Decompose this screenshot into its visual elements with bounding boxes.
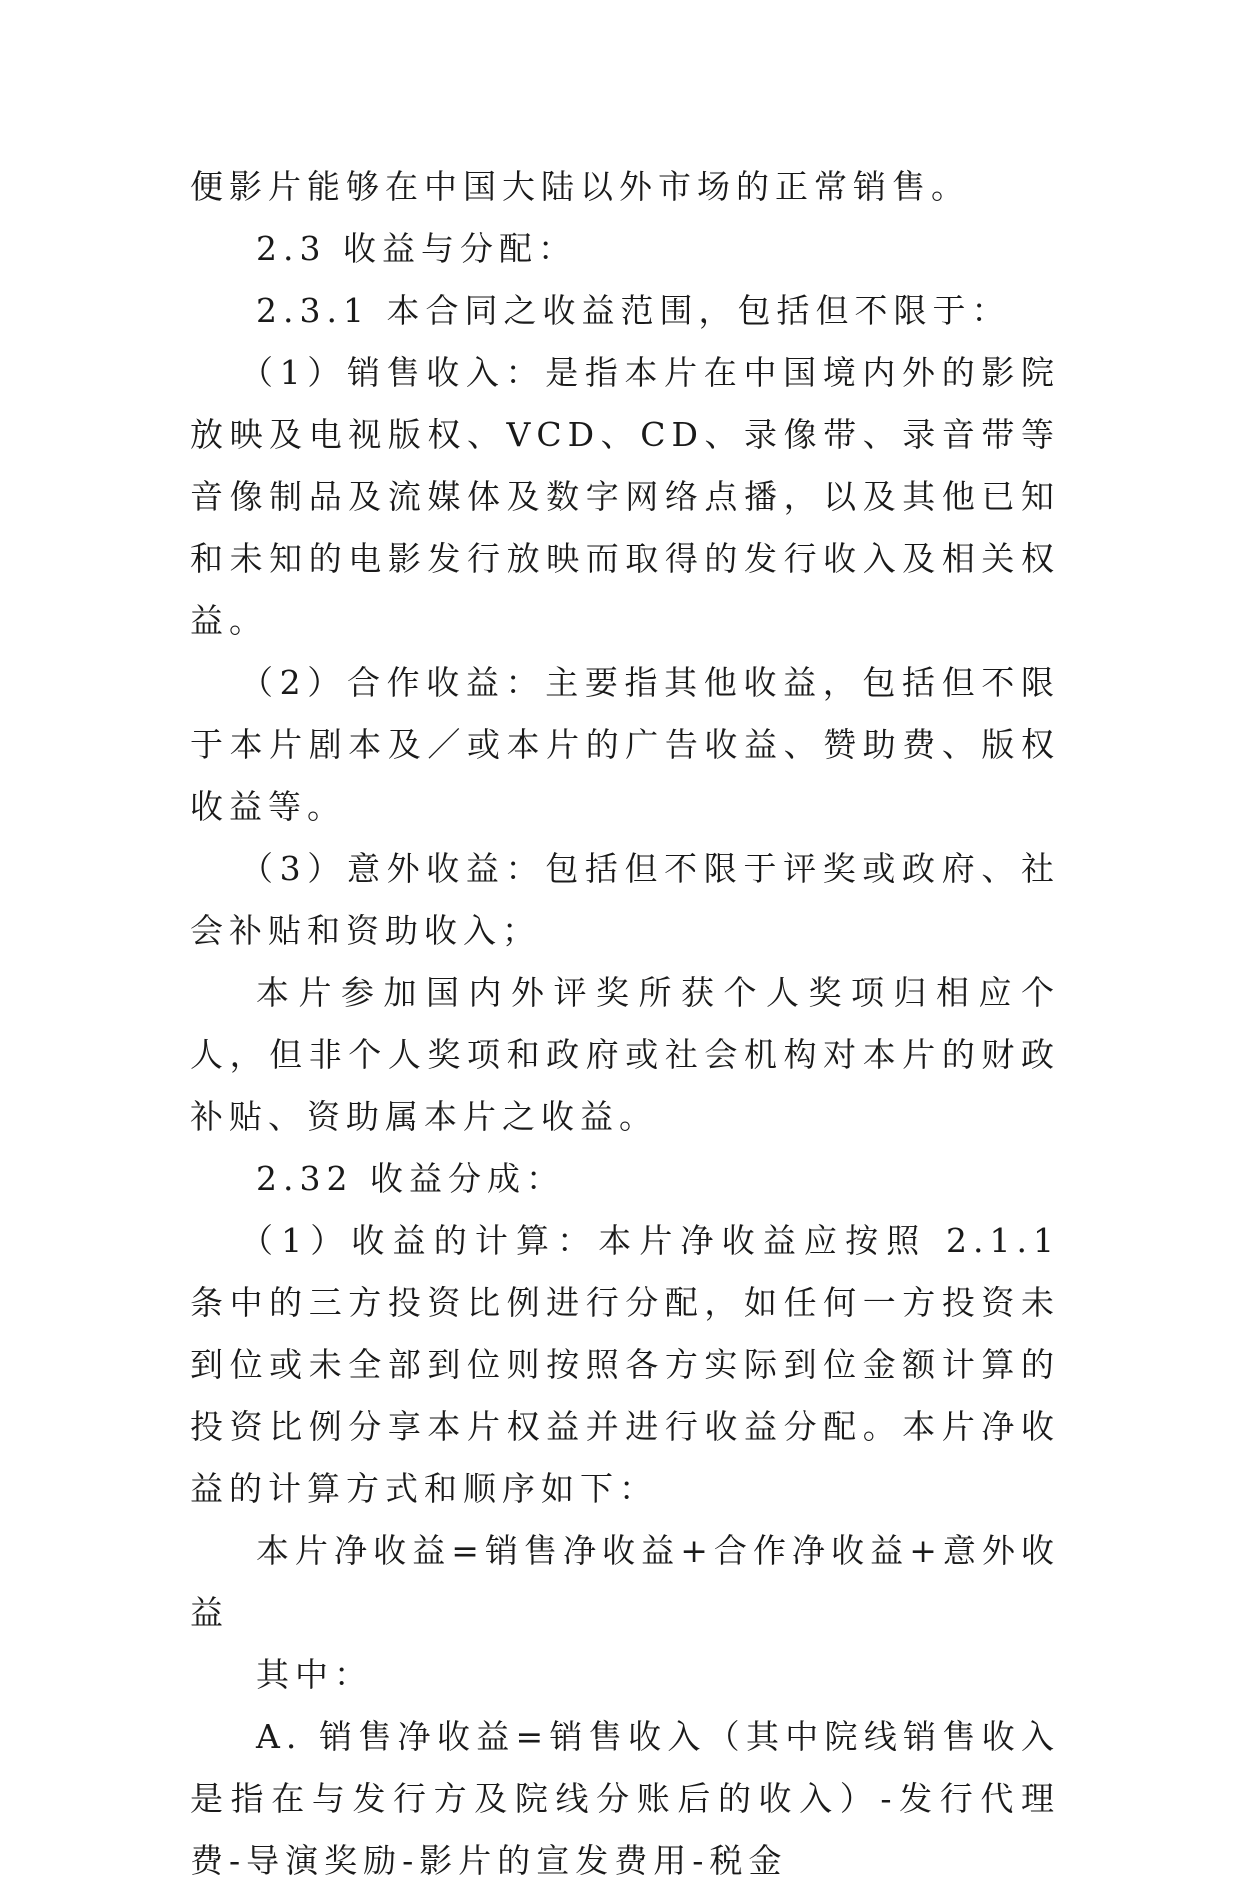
document-body	[190, 156, 1060, 1892]
formula-sales-net-revenue: A. 销售净收益=销售收入（其中院线销售收入是指在与发行方及院线分账后的收入）-发行代理费-导演奖励-影片的宣发费用-税金	[190, 1717, 1060, 1880]
item-accidental-revenue: （3）意外收益：包括但不限于评奖或政府、社会补贴和资助收入；	[190, 849, 1060, 950]
item-revenue-calculation: （1）收益的计算：本片净收益应按照 2.1.1 条中的三方投资比例进行分配，如任何一方投资未到位或未全部到位则按照各方实际到位金额计算的投资比例分享本片权益并进行收益分配。本片净收益的计算方式和顺序如下：	[190, 1221, 1060, 1508]
item-cooperation-revenue: （2）合作收益：主要指其他收益，包括但不限于本片剧本及／或本片的广告收益、赞助费、版权收益等。	[190, 663, 1060, 826]
item-sales-revenue: （1）销售收入：是指本片在中国境内外的影院放映及电视版权、VCD、CD、录像带、录音带等音像制品及流媒体及数字网络点播，以及其他已知和未知的电影发行放映而取得的发行收入及相关权益。	[190, 353, 1060, 640]
clause-2-32-heading: 2.32 收益分成：	[256, 1159, 565, 1198]
paragraph-continuation: 便影片能够在中国大陆以外市场的正常销售。	[190, 167, 970, 206]
clause-2-3-1: 2.3.1 本合同之收益范围，包括但不限于：	[256, 291, 1011, 330]
label-among-which: 其中：	[256, 1655, 373, 1694]
formula-net-revenue: 本片净收益=销售净收益+合作净收益+意外收益	[190, 1531, 1060, 1632]
section-heading-2-3: 2.3 收益与分配：	[256, 229, 577, 268]
paragraph-awards: 本片参加国内外评奖所获个人奖项归相应个人，但非个人奖项和政府或社会机构对本片的财政补贴、资助属本片之收益。	[190, 973, 1060, 1136]
